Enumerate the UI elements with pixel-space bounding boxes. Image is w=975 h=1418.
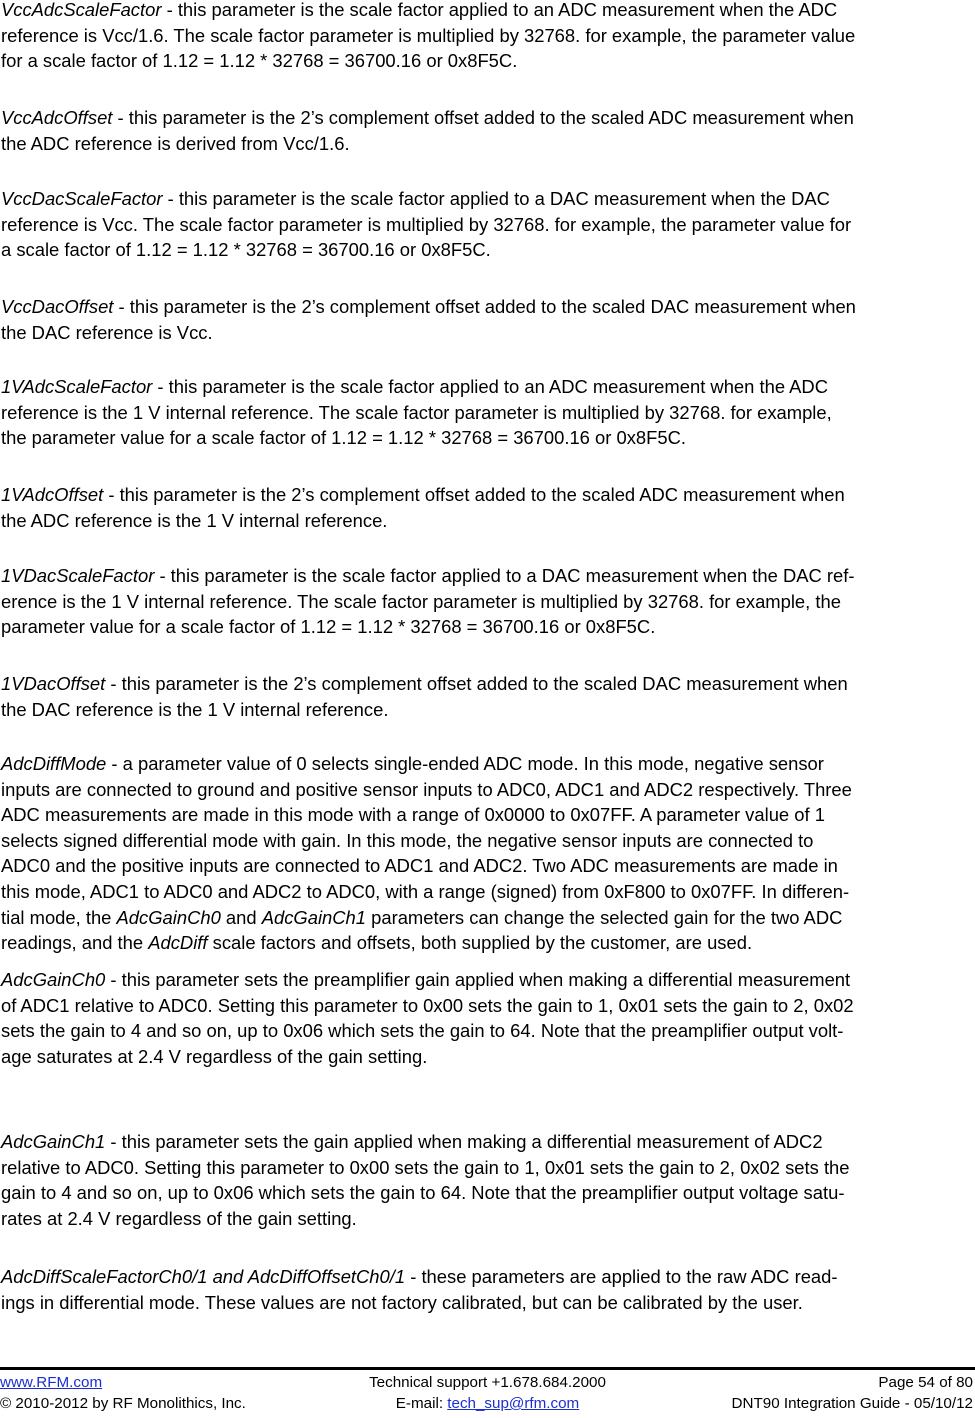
text-segment: - these parameters are applied to the raw ADC read-	[405, 1266, 838, 1287]
text-segment: rates at 2.4 V regardless of the gain setting.	[1, 1207, 357, 1229]
text-segment: - this parameter sets the gain applied when making a differential measurement of ADC2	[105, 1131, 823, 1152]
text-line	[1, 671, 973, 697]
text-line	[1, 0, 973, 23]
text-segment: - this parameter is the scale factor applied to an ADC measurement when the ADC	[161, 0, 838, 20]
text-line	[1, 777, 973, 803]
text-segment: - this parameter is the 2’s complement offset added to the scaled DAC measurement when	[105, 673, 848, 694]
text-line	[1, 905, 973, 931]
text-segment: this mode, ADC1 to ADC0 and ADC2 to ADC0, with a range (signed) from 0xF800 to 0x07FF. In differen-	[1, 880, 850, 902]
text-line	[1, 802, 973, 828]
text-segment: parameters can change the selected gain for the two ADC	[366, 906, 843, 928]
text-segment: selects signed differential mode with gain. In this mode, the negative sensor inputs are connected to	[1, 829, 814, 851]
paragraph	[1, 374, 973, 451]
paragraph	[1, 482, 973, 533]
text-line	[1, 425, 973, 451]
text-segment: - this parameter is the scale factor applied to a DAC measurement when the DAC ref-	[154, 565, 855, 586]
paragraph	[1, 1264, 973, 1315]
text-line	[1, 482, 973, 508]
text-line	[1, 1044, 973, 1070]
text-line	[1, 374, 973, 400]
text-line	[1, 508, 973, 534]
text-segment: sets the gain to 4 and so on, up to 0x06 which sets the gain to 64. Note that the preamplifier output volt-	[1, 1020, 844, 1042]
text-segment: reference is the 1 V internal reference. The scale factor parameter is multiplied by 32768. for example,	[1, 401, 832, 423]
parameter-name: 1VAdcOffset	[1, 484, 104, 505]
text-segment: erence is the 1 V internal reference. The scale factor parameter is multiplied by 32768. for example, the	[1, 590, 841, 612]
parameter-name: 1VAdcScaleFactor	[1, 376, 153, 397]
text-segment: the DAC reference is Vcc.	[1, 321, 213, 343]
text-line	[1, 751, 973, 777]
text-line	[1, 1264, 973, 1290]
footer-page-number: Page 54 of 80	[878, 1374, 973, 1391]
text-segment: parameter value for a scale factor of 1.12 = 1.12 * 32768 = 36700.16 or 0x8F5C.	[1, 616, 656, 638]
text-line	[1, 320, 973, 346]
text-line	[1, 589, 973, 615]
paragraph	[1, 967, 973, 1069]
text-segment: relative to ADC0. Setting this parameter to 0x00 sets the gain to 1, 0x01 sets the gain to 2, 0x02 sets the	[1, 1156, 850, 1178]
text-line	[1, 131, 973, 157]
parameter-name: VccAdcOffset	[1, 107, 113, 128]
parameter-name: AdcDiffScaleFactorCh0/1 and AdcDiffOffsetCh0/1	[1, 1266, 406, 1287]
email-link[interactable]: tech_sup@rfm.com	[447, 1395, 580, 1412]
text-segment: - this parameter is the 2’s complement offset added to the scaled ADC measurement when	[112, 107, 854, 128]
paragraph	[1, 563, 973, 640]
paragraph	[1, 0, 973, 74]
text-line	[1, 400, 973, 426]
text-line	[1, 930, 973, 956]
text-segment: the ADC reference is derived from Vcc/1.6.	[1, 132, 350, 154]
parameter-name: 1VDacOffset	[1, 673, 106, 694]
parameter-reference: AdcGainCh1	[261, 906, 366, 928]
text-line	[1, 1129, 973, 1155]
footer-doc-title: DNT90 Integration Guide - 05/10/12	[731, 1395, 973, 1412]
footer-divider	[0, 1367, 975, 1370]
parameter-name: 1VDacScaleFactor	[1, 565, 155, 586]
parameter-name: VccAdcScaleFactor	[1, 0, 162, 20]
text-segment: - this parameter is the 2’s complement offset added to the scaled ADC measurement when	[103, 484, 845, 505]
text-segment: - this parameter is the scale factor applied to a DAC measurement when the DAC	[162, 188, 830, 209]
text-line	[1, 993, 973, 1019]
text-segment: inputs are connected to ground and positive sensor inputs to ADC0, ADC1 and ADC2 respectively. Three	[1, 778, 852, 800]
text-line	[1, 186, 973, 212]
text-segment: of ADC1 relative to ADC0. Setting this parameter to 0x00 sets the gain to 1, 0x01 sets the gain to 2, 0x02	[1, 994, 854, 1016]
website-link[interactable]: www.RFM.com	[0, 1374, 103, 1391]
text-segment: - this parameter is the 2’s complement offset added to the scaled DAC measurement when	[113, 296, 856, 317]
text-segment: - this parameter is the scale factor applied to an ADC measurement when the ADC	[152, 376, 828, 397]
parameter-name: AdcGainCh1	[1, 1131, 106, 1152]
parameter-name: AdcGainCh0	[1, 969, 106, 990]
text-segment: a scale factor of 1.12 = 1.12 * 32768 = 36700.16 or 0x8F5C.	[1, 239, 491, 261]
parameter-reference: AdcGainCh0	[116, 906, 221, 928]
text-line	[1, 853, 973, 879]
paragraph	[1, 186, 973, 263]
parameter-reference: AdcDiff	[148, 932, 208, 954]
text-segment: readings, and the	[1, 932, 149, 954]
paragraph	[1, 671, 973, 722]
text-line	[1, 1180, 973, 1206]
text-segment: scale factors and offsets, both supplied by the customer, are used.	[207, 932, 753, 954]
paragraph	[1, 1129, 973, 1231]
footer-copyright: © 2010-2012 by RF Monolithics, Inc.	[0, 1395, 246, 1412]
text-line	[1, 1018, 973, 1044]
text-line	[1, 294, 973, 320]
text-segment: the DAC reference is the 1 V internal reference.	[1, 698, 389, 720]
text-line	[1, 1290, 973, 1316]
footer-support-phone: Technical support +1.678.684.2000	[369, 1374, 606, 1391]
email-label: E-mail:	[395, 1395, 448, 1412]
text-segment: gain to 4 and so on, up to 0x06 which sets the gain to 64. Note that the preamplifier output voltage satu-	[1, 1182, 845, 1204]
paragraph	[1, 294, 973, 345]
text-segment: the ADC reference is the 1 V internal reference.	[1, 509, 388, 531]
text-line	[1, 828, 973, 854]
text-segment: for a scale factor of 1.12 = 1.12 * 32768 = 36700.16 or 0x8F5C.	[1, 50, 518, 72]
parameter-name: VccDacOffset	[1, 296, 114, 317]
text-line	[1, 967, 973, 993]
text-line	[1, 1155, 973, 1181]
parameter-name: AdcDiffMode	[1, 753, 107, 774]
text-segment: - a parameter value of 0 selects single-ended ADC mode. In this mode, negative sensor	[106, 753, 824, 774]
text-line	[1, 614, 973, 640]
text-segment: reference is Vcc. The scale factor parameter is multiplied by 32768. for example, the parameter value for	[1, 213, 852, 235]
text-line	[1, 105, 973, 131]
text-segment: ADC0 and the positive inputs are connected to ADC1 and ADC2. Two ADC measurements are made in	[1, 855, 838, 877]
text-line	[1, 23, 973, 49]
text-segment: tial mode, the	[1, 906, 117, 928]
text-line	[1, 697, 973, 723]
paragraph	[1, 751, 973, 956]
text-line	[1, 237, 973, 263]
text-line	[1, 1206, 973, 1232]
text-line	[1, 212, 973, 238]
paragraph	[1, 105, 973, 156]
text-line	[1, 879, 973, 905]
text-segment: reference is Vcc/1.6. The scale factor parameter is multiplied by 32768. for example, the parameter value	[1, 24, 856, 46]
text-segment: - this parameter sets the preamplifier gain applied when making a differential measurement	[105, 969, 851, 990]
text-segment: and	[220, 906, 262, 928]
text-segment: age saturates at 2.4 V regardless of the gain setting.	[1, 1045, 428, 1067]
text-segment: ADC measurements are made in this mode with a range of 0x0000 to 0x07FF. A parameter value of 1	[1, 804, 825, 826]
text-line	[1, 48, 973, 74]
parameter-name: VccDacScaleFactor	[1, 188, 163, 209]
text-line	[1, 563, 973, 589]
text-segment: ings in differential mode. These values are not factory calibrated, but can be calibrated by the user.	[1, 1291, 803, 1313]
text-segment: the parameter value for a scale factor of 1.12 = 1.12 * 32768 = 36700.16 or 0x8F5C.	[1, 427, 686, 449]
